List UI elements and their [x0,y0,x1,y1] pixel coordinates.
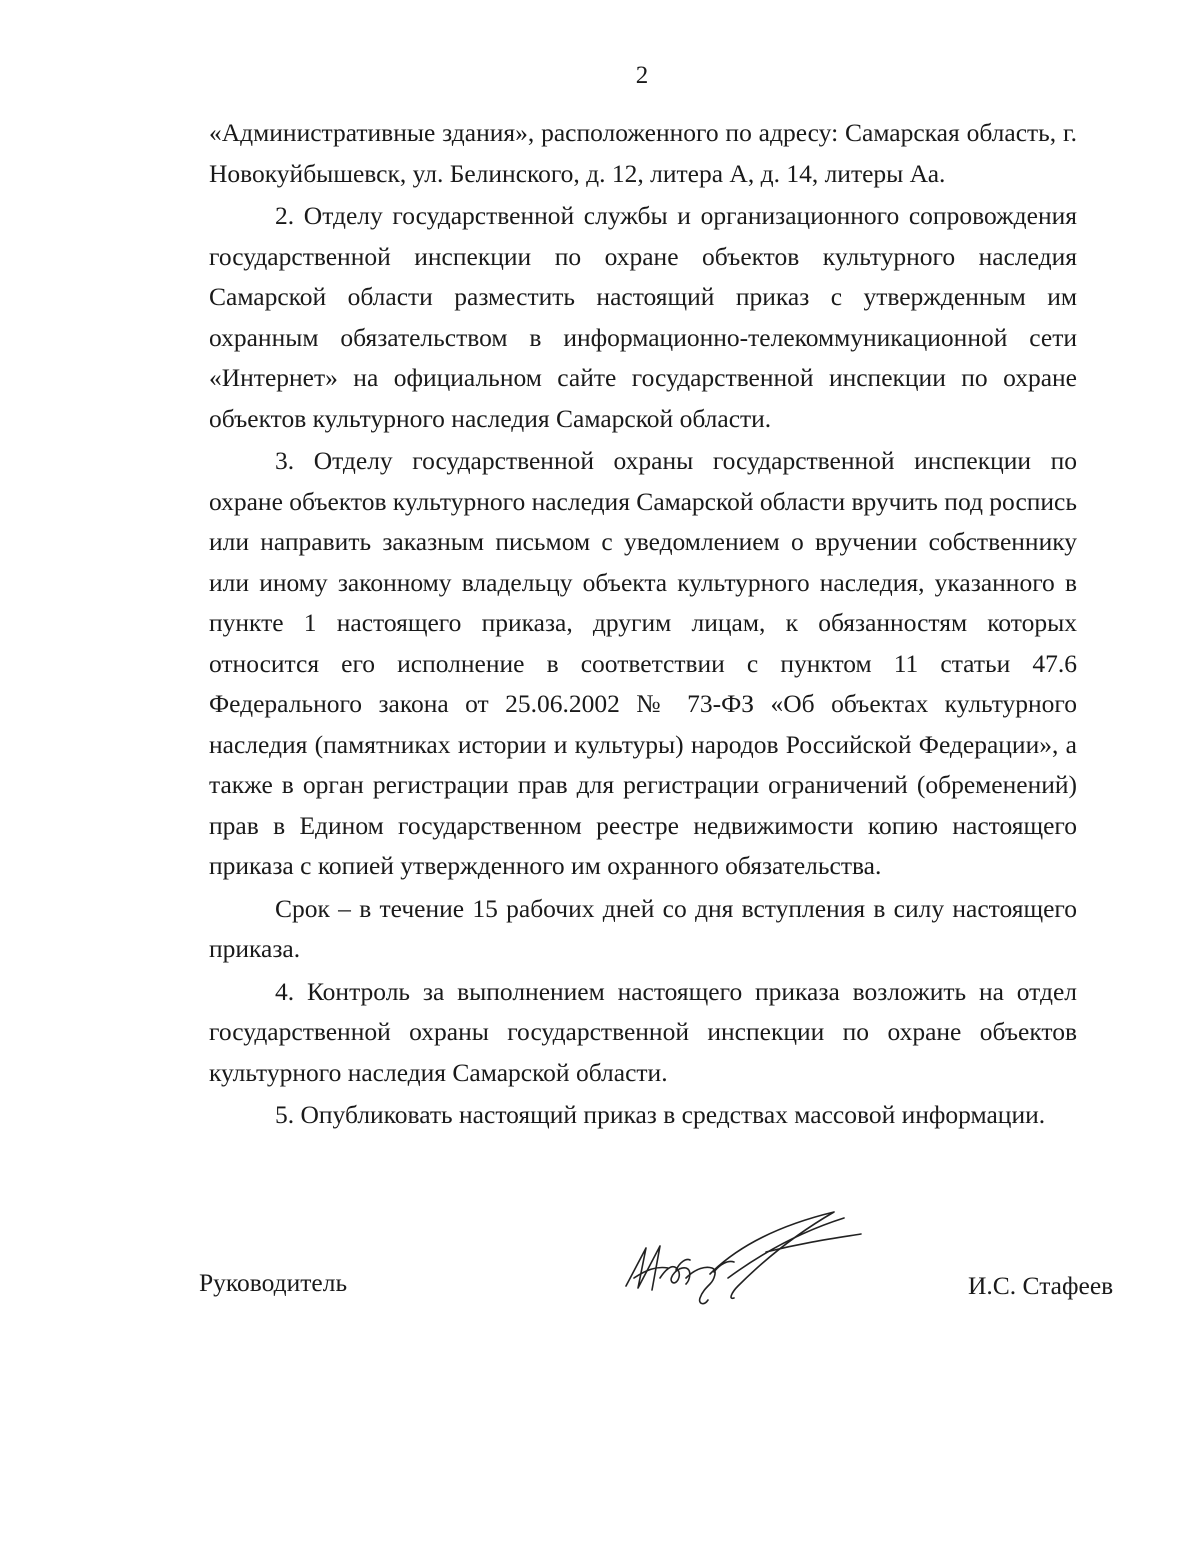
page-number: 2 [635,62,649,89]
document-body [209,113,1077,1136]
paragraph-address-continuation: «Административные здания», расположенного по адресу: Самарская область, г. Новокуйбышевск, ул. Белинского, д. 12, литера А, д. 14, литеры Аа. [209,118,1077,188]
signatory-name: И.С. Стафеев [968,1271,1114,1300]
paragraph-item-3: 3. Отделу государственной охраны государственной инспекции по охране объектов культурного наследия Самарской области вручить под роспись или направить заказным письмом с уведомлением о вручении собственнику или иному законному владельцу объекта культурного наследия, указанного в пункте 1 настоящего приказа, другим лицам, к обязанностям которых относится его исполнение в соответствии с пунктом 11 статьи 47.6 Федерального закона от 25.06.2002 № 73-ФЗ «Об объектах культурного наследия (памятниках истории и культуры) народов Российской Федерации», а также в орган регистрации прав для регистрации ограничений (обременений) прав в Едином государственном реестре недвижимости копию настоящего приказа с копией утвержденного им охранного обязательства. [209,446,1077,880]
paragraph-item-5: 5. Опубликовать настоящий приказ в средствах массовой информации. [275,1100,1046,1129]
paragraph-item-4: 4. Контроль за выполнением настоящего приказа возложить на отдел государственной охраны государственной инспекции по охране объектов культурного наследия Самарской области. [209,976,1077,1087]
handwritten-signature [616,1208,876,1318]
signatory-position: Руководитель [199,1268,348,1297]
paragraph-deadline: Срок – в течение 15 рабочих дней со дня вступления в силу настоящего приказа. [209,893,1077,963]
paragraph-item-2: 2. Отделу государственной службы и организационного сопровождения государственной инспекции по охране объектов культурного наследия Самарской области разместить настоящий приказ с утвержденным им охранным обязательством в информационно-телекоммуникационной сети «Интернет» на официальном сайте государственной инспекции по охране объектов культурного наследия Самарской области. [209,201,1077,433]
